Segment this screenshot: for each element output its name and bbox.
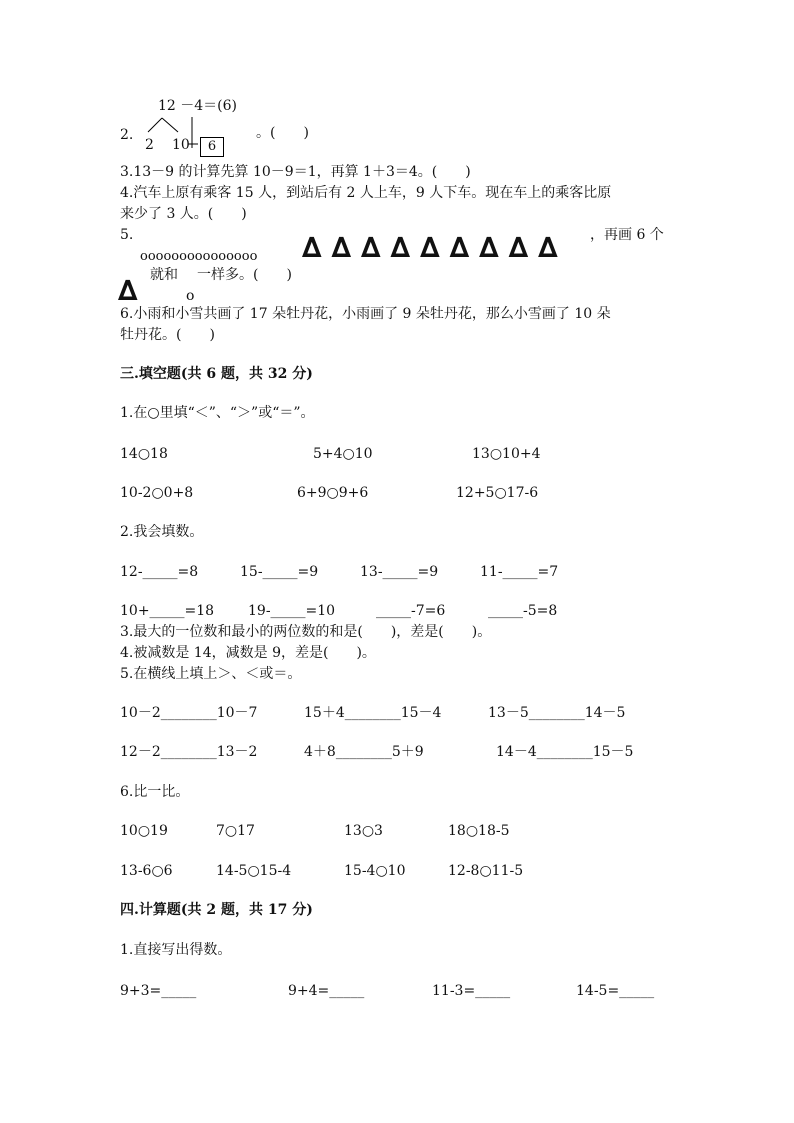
triangle-icon: ∆ <box>390 231 411 264</box>
section-fill-heading: 三.填空题(共 6 题，共 32 分) <box>120 366 313 382</box>
triangle-icon: ∆ <box>118 274 138 307</box>
q2-top-equation: 12 －4＝(6) <box>158 98 238 114</box>
fill-q2-item: _____-7=6 <box>376 603 446 619</box>
fill-q1-item: 12+5○17-6 <box>456 485 539 501</box>
triangle-icon: ∆ <box>420 231 440 264</box>
fill-q3-text: 3.最大的一位数和最小的两位数的和是( )，差是( )。 <box>120 624 492 640</box>
q3-text: 3.13－9 的计算先算 10－9＝1，再算 1＋3＝4。( ) <box>120 164 471 180</box>
calc-item: 9+4=_____ <box>288 983 365 999</box>
fill-q6-item: 13○3 <box>344 823 383 839</box>
fill-q2-item: 11-_____=7 <box>480 564 559 580</box>
triangle-icon: ∆ <box>538 231 558 264</box>
fill-q1-item: 14○18 <box>120 446 168 462</box>
fill-q6-item: 18○18-5 <box>448 823 510 839</box>
q2-answer-box: 6 <box>200 137 224 157</box>
fill-q5-item: 12－2________13－2 <box>120 744 258 760</box>
fill-q1-title: 1.在○里填“＜”、“＞”或“＝”。 <box>120 405 315 421</box>
calc-item: 9+3=_____ <box>120 983 197 999</box>
fill-q2-item: 10+_____=18 <box>120 603 215 619</box>
calc-item: 14-5=_____ <box>576 983 655 999</box>
q6-line2: 牡丹花。( ) <box>120 327 215 343</box>
fill-q5-item: 14－4________15－5 <box>496 744 634 760</box>
fill-q5-item: 13－5________14－5 <box>488 705 626 721</box>
q5-label: 5. <box>120 227 134 243</box>
triangle-icon: ∆ <box>449 231 470 264</box>
fill-q1-item: 6+9○9+6 <box>297 485 369 501</box>
fill-q6-item: 15-4○10 <box>344 863 406 879</box>
fill-q2-item: 19-_____=10 <box>248 603 336 619</box>
q5-after-text: ，再画 6 个 <box>590 227 664 243</box>
q5-circle-row: ooooooooooooooo <box>140 249 258 264</box>
fill-q2-item: _____-5=8 <box>488 603 558 619</box>
fill-q2-title: 2.我会填数。 <box>120 524 204 540</box>
fill-q6-item: 10○19 <box>120 823 168 839</box>
triangle-icon: ∆ <box>479 231 499 264</box>
q2-label: 2. <box>120 127 134 143</box>
fill-q5-item: 10－2________10－7 <box>120 705 258 721</box>
fill-q6-item: 14-5○15-4 <box>216 863 292 879</box>
fill-q1-item: 13○10+4 <box>472 446 541 462</box>
q2-right-number: 10 <box>172 137 190 153</box>
triangle-icon: ∆ <box>361 231 381 264</box>
calc-q1-title: 1.直接写出得数。 <box>120 942 232 958</box>
q4-line2: 来少了 3 人。( ) <box>120 206 247 222</box>
section-calc-heading: 四.计算题(共 2 题，共 17 分) <box>120 902 313 918</box>
q2-left-number: 2 <box>145 137 154 153</box>
calc-item: 11-3=_____ <box>432 983 511 999</box>
fill-q2-item: 12-_____=8 <box>120 564 199 580</box>
q2-tail: 。( ) <box>256 125 309 141</box>
triangle-icon: ∆ <box>508 231 529 264</box>
q5-and-text: 就和 <box>150 267 178 283</box>
q6-line1: 6.小雨和小雪共画了 17 朵牡丹花，小雨画了 9 朵牡丹花，那么小雪画了 10 朵 <box>120 306 611 322</box>
triangle-icon: ∆ <box>302 231 322 264</box>
q5-triangle-row <box>302 231 558 264</box>
fill-q1-item: 5+4○10 <box>313 446 373 462</box>
fill-q6-item: 12-8○11-5 <box>448 863 524 879</box>
circle-icon: o <box>186 288 195 304</box>
fill-q2-item: 13-_____=9 <box>360 564 439 580</box>
fill-q5-title: 5.在横线上填上＞、＜或＝。 <box>120 666 302 682</box>
fill-q5-item: 15＋4________15－4 <box>304 705 442 721</box>
fill-q1-item: 10-2○0+8 <box>120 485 194 501</box>
fill-q4-text: 4.被减数是 14，减数是 9，差是( )。 <box>120 645 376 661</box>
triangle-icon: ∆ <box>331 231 352 264</box>
fill-q6-title: 6.比一比。 <box>120 784 190 800</box>
fill-q5-item: 4＋8________5＋9 <box>304 744 424 760</box>
fill-q6-item: 13-6○6 <box>120 863 173 879</box>
fill-q2-item: 15-_____=9 <box>240 564 319 580</box>
q5-same-text: 一样多。( ) <box>197 267 292 283</box>
fill-q6-item: 7○17 <box>216 823 255 839</box>
q4-line1: 4.汽车上原有乘客 15 人，到站后有 2 人上车，9 人下车。现在车上的乘客比原 <box>120 185 612 201</box>
